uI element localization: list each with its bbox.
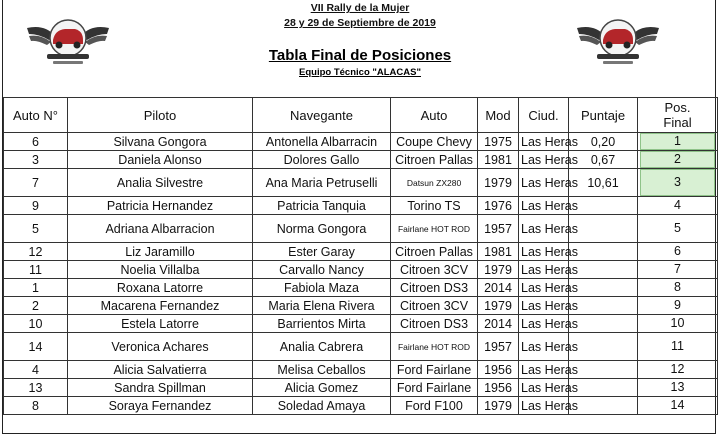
- col-header-auto: Auto: [391, 98, 478, 133]
- piloto-cell: Liz Jaramillo: [68, 243, 253, 261]
- podium-position-badge: 3: [640, 169, 715, 196]
- pos-final-cell: [638, 379, 718, 397]
- auto-number-cell: 10: [4, 315, 68, 333]
- navegante-cell: Analia Cabrera: [253, 333, 391, 361]
- auto-cell: Ford Fairlane: [391, 361, 478, 379]
- auto-number-cell: 6: [4, 133, 68, 151]
- auto-cell: Fairlane HOT ROD: [391, 333, 478, 361]
- position-value: 13: [670, 380, 685, 394]
- mod-cell: 1981: [478, 151, 519, 169]
- puntaje-cell: [569, 361, 638, 379]
- navegante-cell: Alicia Gomez: [253, 379, 391, 397]
- auto-cell: Ford F100: [391, 397, 478, 415]
- pos-final-cell: [638, 169, 718, 197]
- table-row: [4, 151, 718, 169]
- col-header-pos-line2: Final: [663, 115, 692, 130]
- pos-final-cell: [638, 151, 718, 169]
- pos-final-cell: [638, 397, 718, 415]
- puntaje-cell: 0,67: [569, 151, 638, 169]
- navegante-cell: Melisa Ceballos: [253, 361, 391, 379]
- piloto-cell: Silvana Gongora: [68, 133, 253, 151]
- auto-cell: Citroen DS3: [391, 315, 478, 333]
- piloto-cell: Veronica Achares: [68, 333, 253, 361]
- auto-number-cell: 3: [4, 151, 68, 169]
- pos-final-cell: [638, 197, 718, 215]
- auto-number-cell: 9: [4, 197, 68, 215]
- pos-final-cell: [638, 279, 718, 297]
- ciudad-cell: Las Heras: [519, 243, 569, 261]
- page-title: Tabla Final de Posiciones: [268, 47, 452, 64]
- col-header-pos-line1: Pos.: [664, 100, 691, 115]
- col-header-auto-number: Auto N°: [4, 98, 68, 133]
- auto-cell: Citroen DS3: [391, 279, 478, 297]
- ciudad-cell: Las Heras: [519, 361, 569, 379]
- table-row: [4, 315, 718, 333]
- puntaje-cell: [569, 297, 638, 315]
- ciudad-cell: Las Heras: [519, 197, 569, 215]
- ciudad-cell: Las Heras: [519, 279, 569, 297]
- puntaje-cell: [569, 333, 638, 361]
- table-header-row: [4, 98, 718, 133]
- col-header-piloto: Piloto: [68, 98, 253, 133]
- position-value: 10: [670, 316, 685, 330]
- puntaje-cell: [569, 379, 638, 397]
- results-sheet: [2, 0, 716, 434]
- page-subtitle: Equipo Técnico "ALACAS": [299, 67, 421, 78]
- navegante-cell: Soledad Amaya: [253, 397, 391, 415]
- piloto-cell: Daniela Alonso: [68, 151, 253, 169]
- auto-cell: Datsun ZX280: [391, 169, 478, 197]
- positions-table: [3, 97, 718, 415]
- table-row: [4, 397, 718, 415]
- piloto-cell: Patricia Hernandez: [68, 197, 253, 215]
- mod-cell: 1981: [478, 243, 519, 261]
- position-value: 11: [671, 339, 684, 353]
- ciudad-cell: Las Heras: [519, 397, 569, 415]
- piloto-cell: Adriana Albarracion: [68, 215, 253, 243]
- ciudad-cell: Las Heras: [519, 215, 569, 243]
- sheet-header: [3, 0, 717, 97]
- pos-final-cell: [638, 243, 718, 261]
- auto-number-cell: 14: [4, 333, 68, 361]
- table-row: [4, 279, 718, 297]
- pos-final-cell: [638, 133, 718, 151]
- table-row: [4, 215, 718, 243]
- ciudad-cell: Las Heras: [519, 151, 569, 169]
- navegante-cell: Fabiola Maza: [253, 279, 391, 297]
- position-value: 12: [670, 362, 685, 376]
- event-name: VII Rally de la Mujer: [310, 2, 410, 14]
- puntaje-cell: [569, 215, 638, 243]
- piloto-cell: Roxana Latorre: [68, 279, 253, 297]
- mod-cell: 1979: [478, 261, 519, 279]
- mod-cell: 1976: [478, 197, 519, 215]
- pos-final-cell: [638, 215, 718, 243]
- col-header-puntaje: Puntaje: [569, 98, 638, 133]
- puntaje-cell: 0,20: [569, 133, 638, 151]
- navegante-cell: Antonella Albarracin: [253, 133, 391, 151]
- ciudad-cell: Las Heras: [519, 333, 569, 361]
- navegante-cell: Patricia Tanquia: [253, 197, 391, 215]
- auto-number-cell: 13: [4, 379, 68, 397]
- mod-cell: 1956: [478, 379, 519, 397]
- puntaje-cell: [569, 279, 638, 297]
- col-header-ciudad: Ciud.: [519, 98, 569, 133]
- ciudad-cell: Las Heras: [519, 169, 569, 197]
- table-row: [4, 333, 718, 361]
- mod-cell: 2014: [478, 315, 519, 333]
- ciudad-cell: Las Heras: [519, 379, 569, 397]
- position-value: 9: [674, 298, 681, 312]
- navegante-cell: Dolores Gallo: [253, 151, 391, 169]
- navegante-cell: Ester Garay: [253, 243, 391, 261]
- event-dates: 28 y 29 de Septiembre de 2019: [284, 17, 436, 29]
- puntaje-cell: [569, 243, 638, 261]
- auto-cell: Torino TS: [391, 197, 478, 215]
- auto-number-cell: 8: [4, 397, 68, 415]
- table-row: [4, 169, 718, 197]
- pos-final-cell: [638, 315, 718, 333]
- col-header-navegante: Navegante: [253, 98, 391, 133]
- position-value: 8: [674, 280, 681, 294]
- puntaje-cell: [569, 197, 638, 215]
- auto-cell: Citroen Pallas: [391, 243, 478, 261]
- table-row: [4, 133, 718, 151]
- pos-final-cell: [638, 361, 718, 379]
- col-header-mod: Mod: [478, 98, 519, 133]
- auto-number-cell: 4: [4, 361, 68, 379]
- table-row: [4, 243, 718, 261]
- piloto-cell: Soraya Fernandez: [68, 397, 253, 415]
- auto-number-cell: 12: [4, 243, 68, 261]
- auto-cell: Coupe Chevy: [391, 133, 478, 151]
- navegante-cell: Carvallo Nancy: [253, 261, 391, 279]
- table-row: [4, 379, 718, 397]
- mod-cell: 2014: [478, 279, 519, 297]
- ciudad-cell: Las Heras: [519, 133, 569, 151]
- mod-cell: 1956: [478, 361, 519, 379]
- mod-cell: 1979: [478, 169, 519, 197]
- mod-cell: 1979: [478, 297, 519, 315]
- position-value: 4: [674, 198, 681, 212]
- navegante-cell: Barrientos Mirta: [253, 315, 391, 333]
- ciudad-cell: Las Heras: [519, 297, 569, 315]
- auto-cell: Citroen 3CV: [391, 261, 478, 279]
- puntaje-cell: [569, 397, 638, 415]
- auto-number-cell: 7: [4, 169, 68, 197]
- auto-cell: Citroen Pallas: [391, 151, 478, 169]
- ciudad-cell: Las Heras: [519, 261, 569, 279]
- table-row: [4, 361, 718, 379]
- ciudad-cell: Las Heras: [519, 315, 569, 333]
- table-row: [4, 297, 718, 315]
- podium-position-badge: 1: [640, 133, 715, 150]
- piloto-cell: Estela Latorre: [68, 315, 253, 333]
- puntaje-cell: [569, 315, 638, 333]
- auto-number-cell: 11: [4, 261, 68, 279]
- navegante-cell: Norma Gongora: [253, 215, 391, 243]
- position-value: 7: [674, 262, 681, 276]
- position-value: 5: [674, 221, 681, 235]
- mod-cell: 1957: [478, 333, 519, 361]
- table-row: [4, 197, 718, 215]
- position-value: 14: [670, 398, 685, 412]
- puntaje-cell: [569, 261, 638, 279]
- pos-final-cell: [638, 261, 718, 279]
- mod-cell: 1979: [478, 397, 519, 415]
- pos-final-cell: [638, 333, 718, 361]
- puntaje-cell: 10,61: [569, 169, 638, 197]
- position-value: 6: [674, 244, 681, 258]
- auto-number-cell: 5: [4, 215, 68, 243]
- piloto-cell: Macarena Fernandez: [68, 297, 253, 315]
- piloto-cell: Noelia Villalba: [68, 261, 253, 279]
- auto-cell: Citroen 3CV: [391, 297, 478, 315]
- table-body: [4, 133, 718, 415]
- piloto-cell: Alicia Salvatierra: [68, 361, 253, 379]
- piloto-cell: Analia Silvestre: [68, 169, 253, 197]
- auto-cell: Ford Fairlane: [391, 379, 478, 397]
- auto-number-cell: 2: [4, 297, 68, 315]
- auto-number-cell: 1: [4, 279, 68, 297]
- podium-position-badge: 2: [640, 151, 715, 168]
- auto-cell: Fairlane HOT ROD: [391, 215, 478, 243]
- pos-final-cell: [638, 297, 718, 315]
- navegante-cell: Maria Elena Rivera: [253, 297, 391, 315]
- mod-cell: 1957: [478, 215, 519, 243]
- navegante-cell: Ana Maria Petruselli: [253, 169, 391, 197]
- col-header-pos-final: [638, 98, 718, 133]
- piloto-cell: Sandra Spillman: [68, 379, 253, 397]
- mod-cell: 1975: [478, 133, 519, 151]
- table-row: [4, 261, 718, 279]
